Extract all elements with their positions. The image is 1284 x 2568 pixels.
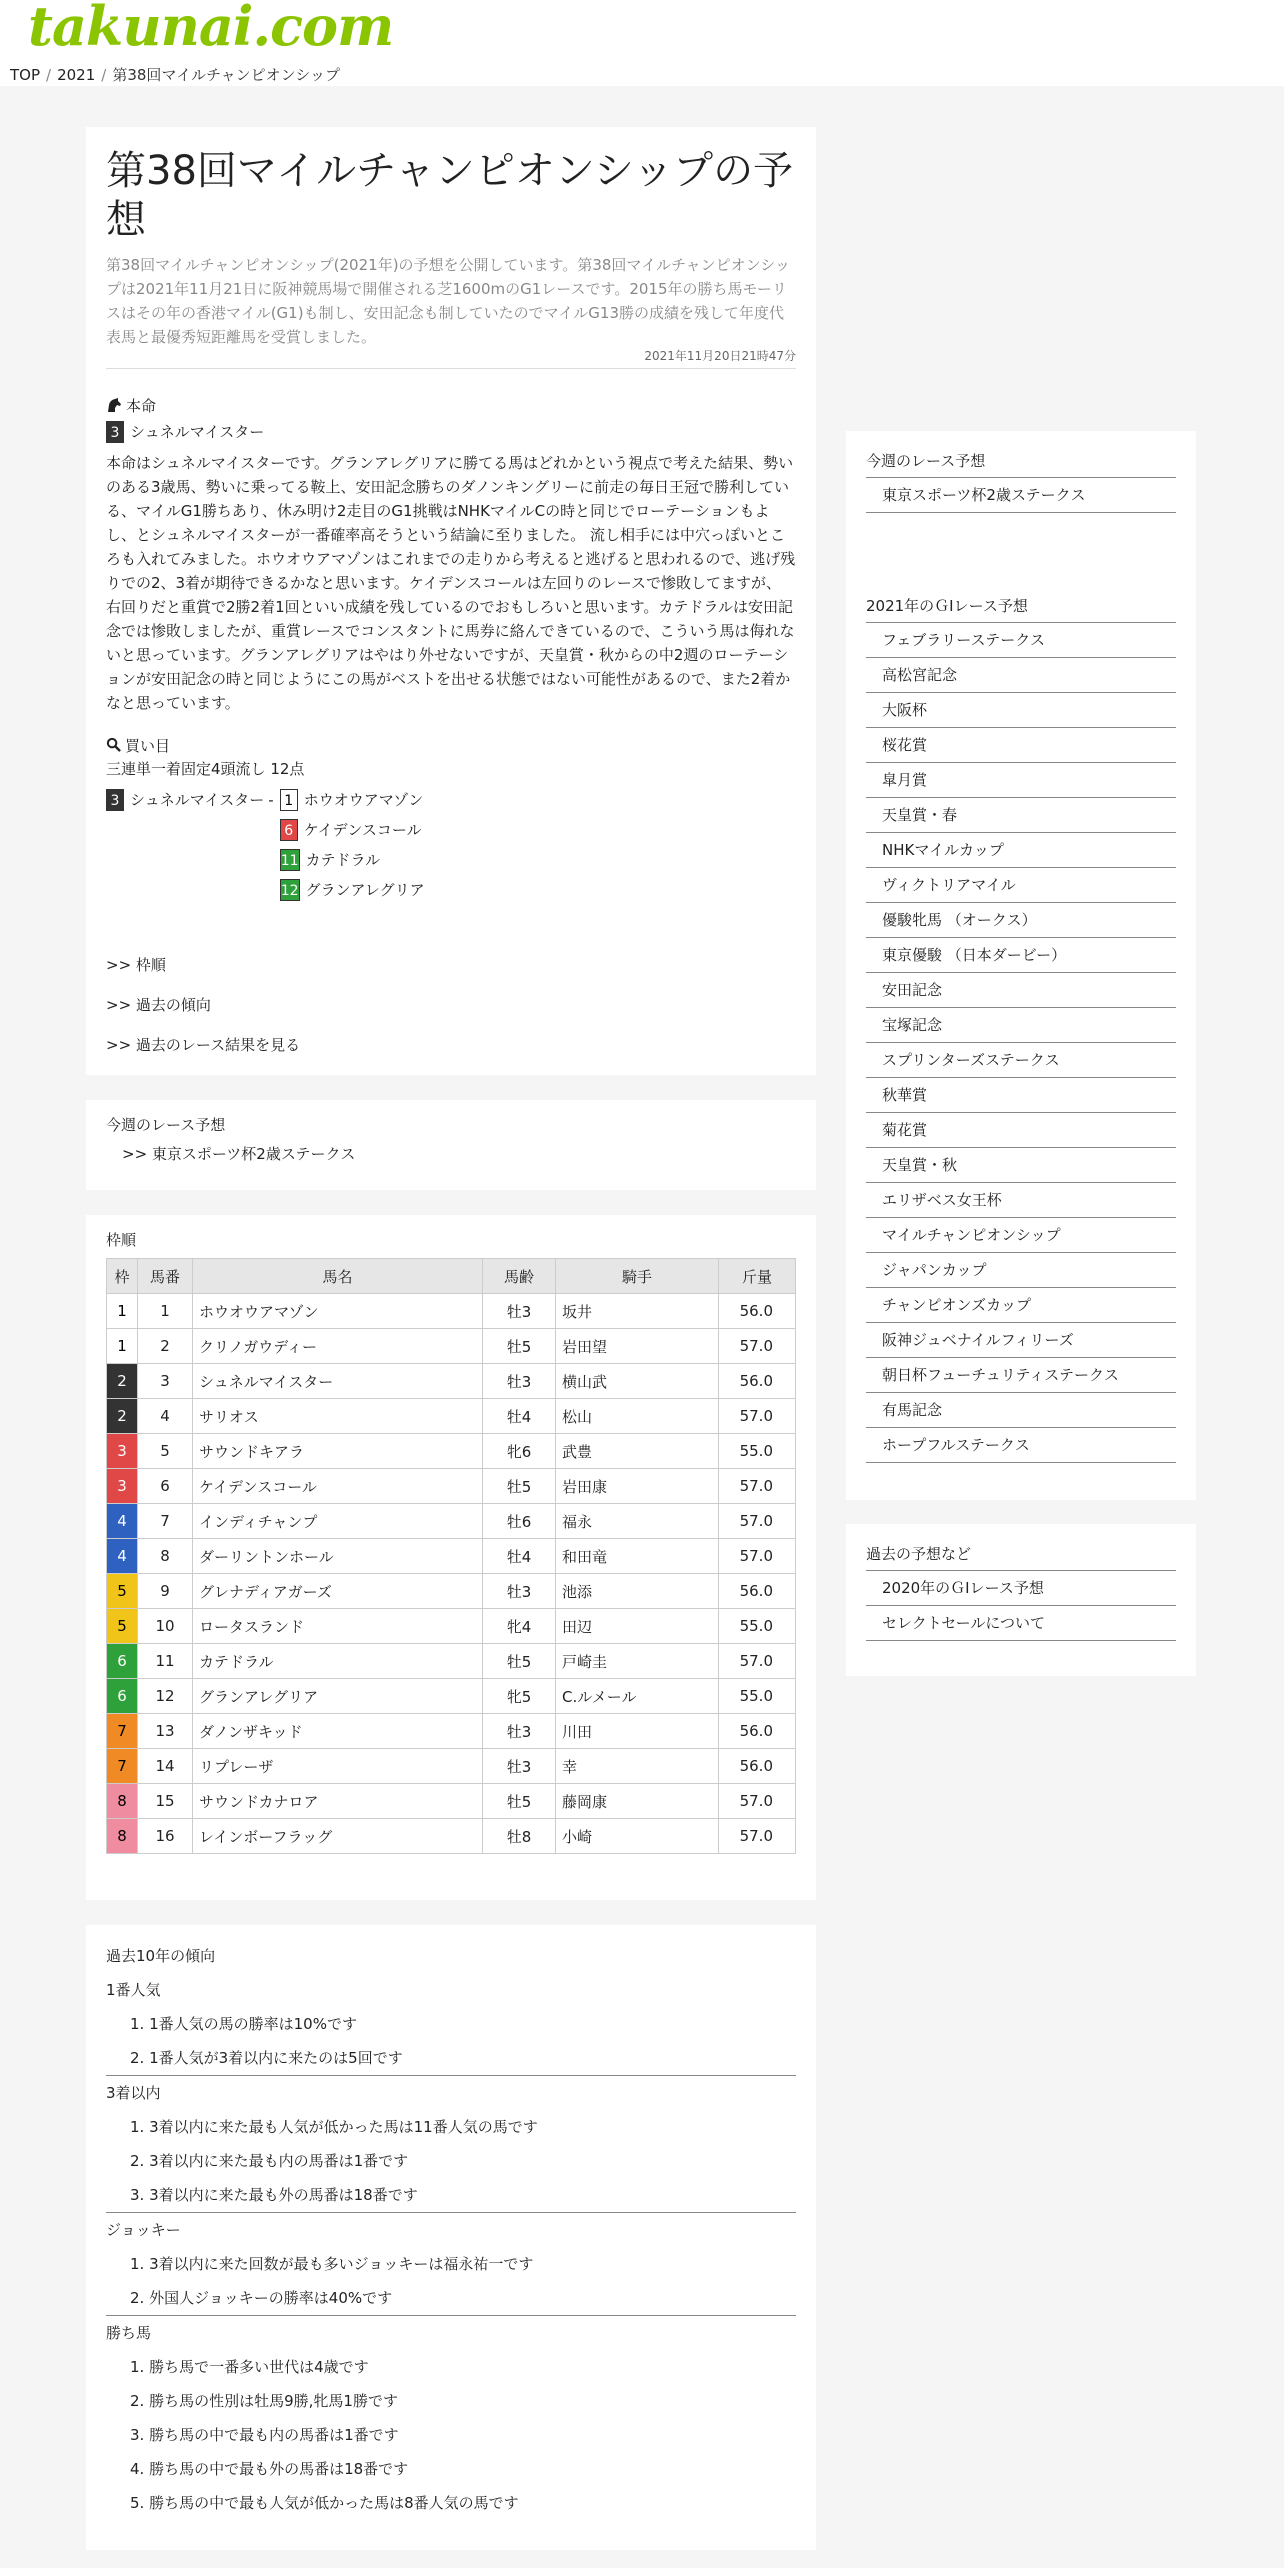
waku-cell: 4 (107, 1539, 138, 1574)
umaban-cell: 8 (138, 1539, 193, 1574)
trend-item-text: 1番人気が3着以内に来たのは5回です (149, 2049, 403, 2067)
waku-cell: 1 (107, 1329, 138, 1364)
trend-item (106, 2144, 796, 2178)
waku-cell: 7 (107, 1749, 138, 1784)
waku-cell: 7 (107, 1714, 138, 1749)
umaban-cell: 13 (138, 1714, 193, 1749)
sidebar-link[interactable]: NHKマイルカップ (882, 841, 1004, 859)
horse-name-cell: サリオス (193, 1399, 483, 1434)
sidebar-link[interactable]: 高松宮記念 (882, 666, 958, 684)
sidebar-link[interactable]: 朝日杯フューチュリティステークス (882, 1366, 1119, 1384)
umaban-cell: 1 (138, 1294, 193, 1329)
age-cell: 牡3 (483, 1714, 556, 1749)
weight-cell: 56.0 (719, 1364, 796, 1399)
trend-item (106, 2041, 796, 2075)
jockey-cell: 岩田望 (556, 1329, 719, 1364)
table-row (107, 1329, 796, 1364)
horse-name-cell: リプレーザ (193, 1749, 483, 1784)
sidebar-item[interactable] (866, 1218, 1176, 1253)
sidebar-item[interactable] (866, 1393, 1176, 1428)
horse-icon (106, 397, 122, 417)
horse-name-cell: ホウオウアマゾン (193, 1294, 483, 1329)
sidebar-past-list (866, 1571, 1176, 1641)
age-cell: 牡3 (483, 1749, 556, 1784)
link-past-results[interactable]: >> 過去のレース結果を見る (106, 1035, 301, 1054)
weight-cell: 57.0 (719, 1819, 796, 1854)
jockey-cell: 小崎 (556, 1819, 719, 1854)
sidebar-link[interactable]: セレクトセールについて (882, 1614, 1046, 1632)
sidebar-item[interactable] (866, 868, 1176, 903)
site-logo[interactable]: takunai.com (28, 0, 394, 58)
age-cell: 牡4 (483, 1539, 556, 1574)
sidebar-link[interactable]: 天皇賞・春 (882, 806, 958, 824)
sidebar-g1 (846, 576, 1196, 1500)
breadcrumb-top[interactable]: TOP (10, 66, 41, 84)
weight-cell: 57.0 (719, 1784, 796, 1819)
weight-cell: 56.0 (719, 1294, 796, 1329)
partner-name: カテドラル (305, 851, 381, 869)
sidebar-item[interactable] (866, 903, 1176, 938)
age-cell: 牝6 (483, 1434, 556, 1469)
jockey-cell: 藤岡康 (556, 1784, 719, 1819)
sidebar-link[interactable]: ホープフルステークス (882, 1436, 1030, 1454)
jockey-cell: 福永 (556, 1504, 719, 1539)
waku-cell: 4 (107, 1504, 138, 1539)
sidebar-item[interactable] (866, 1078, 1176, 1113)
waku-cell: 1 (107, 1294, 138, 1329)
weight-cell: 55.0 (719, 1679, 796, 1714)
horse-name-cell: グランアレグリア (193, 1679, 483, 1714)
table-row (107, 1679, 796, 1714)
breadcrumb-year[interactable]: 2021 (57, 66, 96, 84)
partner-number: 11 (280, 849, 300, 871)
honmei-name: シュネルマイスター (130, 422, 265, 441)
weight-cell: 57.0 (719, 1644, 796, 1679)
sidebar-link[interactable]: 秋華賞 (882, 1086, 928, 1104)
sidebar-g1-title: 2021年のＧⅠレース予想 (866, 590, 1176, 623)
sidebar-g1-list (866, 623, 1176, 1463)
waku-header-row (107, 1259, 796, 1294)
umaban-cell: 3 (138, 1364, 193, 1399)
breadcrumb-current: 第38回マイルチャンピオンシップ (112, 66, 340, 84)
weight-cell: 57.0 (719, 1399, 796, 1434)
horse-name-cell: サウンドカナロア (193, 1784, 483, 1819)
trend-item-text: 勝ち馬の中で最も人気が低かった馬は8番人気の馬です (149, 2494, 519, 2512)
horse-name-cell: グレナディアガーズ (193, 1574, 483, 1609)
sidebar-link[interactable]: 優駿牝馬 （オークス） (882, 911, 1037, 929)
kaime-partners (280, 785, 425, 905)
age-cell: 牝4 (483, 1609, 556, 1644)
search-icon (106, 737, 121, 756)
trend-box (86, 1925, 816, 2550)
sidebar-link[interactable]: 皐月賞 (882, 771, 928, 789)
sidebar-item[interactable] (866, 798, 1176, 833)
sidebar-link[interactable]: マイルチャンピオンシップ (882, 1226, 1061, 1244)
table-row (107, 1399, 796, 1434)
trend-item-text: 3着以内に来た最も外の馬番は18番です (149, 2186, 418, 2204)
jockey-cell: 松山 (556, 1399, 719, 1434)
kaime-axis-name: シュネルマイスター (130, 791, 265, 809)
weight-cell: 55.0 (719, 1609, 796, 1644)
horse-name-cell: サウンドキアラ (193, 1434, 483, 1469)
trend-category: 1番人気 (106, 1981, 161, 1999)
trend-item-number: 3. (130, 2426, 150, 2444)
sidebar-item[interactable] (866, 1148, 1176, 1183)
weight-cell: 55.0 (719, 1434, 796, 1469)
table-row (107, 1784, 796, 1819)
jockey-cell: 横山武 (556, 1364, 719, 1399)
sidebar-past (846, 1524, 1196, 1676)
jockey-cell: 池添 (556, 1574, 719, 1609)
umaban-cell: 6 (138, 1469, 193, 1504)
sidebar-item[interactable] (866, 1571, 1176, 1606)
kaime-partner (280, 875, 425, 905)
waku-box (86, 1215, 816, 1900)
sidebar-weekly-link[interactable]: 東京スポーツ杯2歳ステークス (882, 486, 1086, 504)
sidebar-link[interactable]: 天皇賞・秋 (882, 1156, 958, 1174)
sidebar-link[interactable]: 宝塚記念 (882, 1016, 943, 1034)
umaban-cell: 7 (138, 1504, 193, 1539)
waku-cell: 3 (107, 1434, 138, 1469)
partner-number: 6 (280, 819, 298, 841)
partner-name: ケイデンスコール (303, 821, 422, 839)
sidebar-item[interactable] (866, 658, 1176, 693)
weight-cell: 56.0 (719, 1749, 796, 1784)
umaban-cell: 5 (138, 1434, 193, 1469)
age-cell: 牡5 (483, 1784, 556, 1819)
trend-category: 勝ち馬 (106, 2315, 796, 2350)
weekly-race-link[interactable]: >> 東京スポーツ杯2歳ステークス (122, 1145, 356, 1163)
sidebar-weekly-item[interactable] (866, 478, 1176, 513)
breadcrumb: TOP / 2021 / 第38回マイルチャンピオンシップ (10, 66, 340, 84)
trend-item (106, 2486, 796, 2520)
horse-name-cell: カテドラル (193, 1644, 483, 1679)
table-row (107, 1434, 796, 1469)
trend-title: 過去10年の傾向 (106, 1947, 216, 1965)
sidebar-item[interactable] (866, 693, 1176, 728)
umaban-cell: 14 (138, 1749, 193, 1784)
table-row (107, 1574, 796, 1609)
trend-item-text: 勝ち馬の中で最も内の馬番は1番です (149, 2426, 399, 2444)
trend-item-text: 3着以内に来た最も人気が低かった馬は11番人気の馬です (149, 2118, 538, 2136)
sidebar-link[interactable]: フェブラリーステークス (882, 631, 1046, 649)
sidebar-link[interactable]: 東京優駿 （日本ダービー） (882, 946, 1067, 964)
jockey-cell: 田辺 (556, 1609, 719, 1644)
sidebar-link[interactable]: 有馬記念 (882, 1401, 943, 1419)
table-row (107, 1644, 796, 1679)
honmei-heading (106, 395, 796, 417)
age-cell: 牝5 (483, 1679, 556, 1714)
link-trend[interactable]: >> 過去の傾向 (106, 995, 211, 1014)
waku-cell: 5 (107, 1574, 138, 1609)
trend-item-number: 5. (130, 2494, 150, 2512)
partner-name: ホウオウアマゾン (303, 791, 424, 809)
trend-groups (106, 1973, 796, 2520)
jockey-cell: 和田竜 (556, 1539, 719, 1574)
waku-title: 枠順 (106, 1231, 137, 1249)
umaban-cell: 12 (138, 1679, 193, 1714)
horse-name-cell: インディチャンプ (193, 1504, 483, 1539)
sidebar-link[interactable]: 大阪杯 (882, 701, 928, 719)
sidebar-item[interactable] (866, 1288, 1176, 1323)
sidebar-item[interactable] (866, 1428, 1176, 1463)
page-title: 第38回マイルチャンピオンシップの予想 (106, 148, 794, 243)
trend-item (106, 2384, 796, 2418)
sidebar-item[interactable] (866, 938, 1176, 973)
kaime-partner (280, 845, 425, 875)
sidebar-link[interactable]: 阪神ジュベナイルフィリーズ (882, 1331, 1074, 1349)
sidebar-item[interactable] (866, 973, 1176, 1008)
waku-cell: 6 (107, 1644, 138, 1679)
weight-cell: 56.0 (719, 1714, 796, 1749)
weight-cell: 57.0 (719, 1504, 796, 1539)
umaban-cell: 4 (138, 1399, 193, 1434)
umaban-cell: 16 (138, 1819, 193, 1854)
waku-cell: 2 (107, 1399, 138, 1434)
trend-item (106, 2350, 796, 2384)
honmei-horse (106, 421, 796, 443)
trend-item-number: 3. (130, 2186, 150, 2204)
table-row (107, 1504, 796, 1539)
prediction-text: 本命はシュネルマイスターです。グランアレグリアに勝てる馬はどれかという視点で考えた結果、勢いのある3歳馬、勢いに乗ってる鞍上、安田記念勝ちのダノンキングリーに前走の毎日王冠で勝利している、マイルG1勝ちあり、休み明け2走目のG1挑戦はNHKマイルCの時と同じでローテーションもよし、とシュネルマイスターが一番確率高そうという結論に至りました。 流し相手には中穴っぽいところも入れてみました。ホウオウアマゾンはこれまでの走りから考えると逃げると思われるので、逃げ残りでの2、3着が期待できるかなと思います。ケイデンスコールは左回りのレースで惨敗してますが、右回りだと重賞で2勝2着1回といい成績を残しているのでおもしろいと思います。カテドラルは安田記念では惨敗しましたが、重賞レースでコンスタントに馬券に絡んできているので、こういう馬は侮れないと思っています。グランアレグリアはやはり外せないですが、天皇賞・秋からの中2週のローテーションが安田記念の時と同じようにこの馬がベストを出せる状態ではない可能性があるので、また2着かなと思っています。 (106, 453, 796, 712)
col-name: 馬名 (193, 1259, 483, 1294)
sidebar-link[interactable]: 菊花賞 (882, 1121, 928, 1139)
age-cell: 牡3 (483, 1574, 556, 1609)
table-row (107, 1714, 796, 1749)
partner-name: グランアレグリア (305, 881, 425, 899)
main-article (86, 127, 816, 1075)
horse-name-cell: ダノンザキッド (193, 1714, 483, 1749)
umaban-cell: 10 (138, 1609, 193, 1644)
kaime-label: 買い目 (125, 736, 171, 755)
umaban-cell: 2 (138, 1329, 193, 1364)
trend-item-text: 勝ち馬の中で最も外の馬番は18番です (149, 2460, 409, 2478)
umaban-cell: 11 (138, 1644, 193, 1679)
trend-item (106, 2418, 796, 2452)
weight-cell: 57.0 (719, 1329, 796, 1364)
trend-item-text: 3着以内に来た最も内の馬番は1番です (149, 2152, 409, 2170)
trend-item-number: 2. (130, 2152, 150, 2170)
trend-item-text: 外国人ジョッキーの勝率は40%です (149, 2289, 393, 2307)
col-age: 馬齢 (483, 1259, 556, 1294)
umaban-cell: 9 (138, 1574, 193, 1609)
sidebar-item[interactable] (866, 833, 1176, 868)
partner-number: 1 (280, 789, 298, 811)
waku-cell: 6 (107, 1679, 138, 1714)
trend-item-number: 2. (130, 2049, 150, 2067)
horse-name-cell: ロータスランド (193, 1609, 483, 1644)
sidebar-item[interactable] (866, 1323, 1176, 1358)
trend-item-text: 勝ち馬の性別は牡馬9勝,牝馬1勝です (149, 2392, 398, 2410)
horse-name-cell: ダーリントンホール (193, 1539, 483, 1574)
kaime-table (106, 785, 796, 905)
kaime-axis-number: 3 (106, 789, 124, 811)
jockey-cell: 武豊 (556, 1434, 719, 1469)
umaban-cell: 15 (138, 1784, 193, 1819)
age-cell: 牡5 (483, 1644, 556, 1679)
jockey-cell: 幸 (556, 1749, 719, 1784)
col-jockey: 騎手 (556, 1259, 719, 1294)
horse-name-cell: クリノガウディー (193, 1329, 483, 1364)
sidebar-link[interactable]: 安田記念 (882, 981, 943, 999)
trend-item (106, 2247, 796, 2281)
table-row (107, 1609, 796, 1644)
age-cell: 牡6 (483, 1504, 556, 1539)
trend-item-number: 1. (130, 2358, 150, 2376)
trend-item-number: 1. (130, 2015, 150, 2033)
sidebar-link[interactable]: スプリンターズステークス (882, 1051, 1060, 1069)
honmei-label: 本命 (126, 397, 157, 415)
jockey-cell: 坂井 (556, 1294, 719, 1329)
table-row (107, 1364, 796, 1399)
trend-item-number: 4. (130, 2460, 150, 2478)
honmei-number: 3 (106, 421, 124, 443)
kaime-axis (106, 785, 280, 815)
waku-cell: 8 (107, 1819, 138, 1854)
trend-category: ジョッキー (106, 2212, 796, 2247)
publish-date: 2021年11月20日21時47分 (106, 347, 796, 369)
sidebar-past-title: 過去の予想など (866, 1538, 1176, 1571)
table-row (107, 1749, 796, 1784)
sidebar-item[interactable] (866, 1008, 1176, 1043)
trend-item-number: 1. (130, 2118, 150, 2136)
sidebar-item[interactable] (866, 1606, 1176, 1641)
sidebar-item[interactable] (866, 1183, 1176, 1218)
age-cell: 牡3 (483, 1364, 556, 1399)
col-umaban: 馬番 (138, 1259, 193, 1294)
sidebar-item[interactable] (866, 1253, 1176, 1288)
table-row (107, 1539, 796, 1574)
trend-item (106, 2007, 796, 2041)
weekly-race-box (86, 1100, 816, 1190)
sidebar-link[interactable]: 2020年のＧⅠレース予想 (882, 1579, 1044, 1597)
waku-cell: 2 (107, 1364, 138, 1399)
trend-item-text: 1番人気の馬の勝率は10%です (149, 2015, 357, 2033)
trend-item-number: 1. (130, 2255, 150, 2273)
sidebar-link[interactable]: ジャパンカップ (882, 1261, 987, 1279)
horse-name-cell: ケイデンスコール (193, 1469, 483, 1504)
sidebar-item[interactable] (866, 1358, 1176, 1393)
weight-cell: 56.0 (719, 1574, 796, 1609)
horse-name-cell: レインボーフラッグ (193, 1819, 483, 1854)
kaime-partner (280, 815, 425, 845)
waku-cell: 3 (107, 1469, 138, 1504)
kaime-dash: - (268, 790, 274, 809)
jockey-cell: 岩田康 (556, 1469, 719, 1504)
trend-item (106, 2178, 796, 2212)
sidebar-item[interactable] (866, 623, 1176, 658)
waku-table (106, 1258, 796, 1854)
trend-item (106, 2281, 796, 2315)
age-cell: 牡8 (483, 1819, 556, 1854)
weight-cell: 57.0 (719, 1539, 796, 1574)
trend-item-text: 3着以内に来た回数が最も多いジョッキーは福永祐一です (149, 2255, 534, 2273)
age-cell: 牡3 (483, 1294, 556, 1329)
kaime-partner (280, 785, 425, 815)
age-cell: 牡5 (483, 1329, 556, 1364)
table-row (107, 1819, 796, 1854)
sidebar-link[interactable]: ヴィクトリアマイル (882, 876, 1016, 894)
sidebar-item[interactable] (866, 1043, 1176, 1078)
trend-item (106, 2452, 796, 2486)
article-links (106, 945, 796, 1065)
link-waku[interactable]: >> 枠順 (106, 955, 166, 974)
weight-cell: 57.0 (719, 1469, 796, 1504)
col-weight: 斤量 (719, 1259, 796, 1294)
kaime-heading (106, 735, 796, 756)
trend-item (106, 2110, 796, 2144)
table-row (107, 1469, 796, 1504)
waku-table-body (107, 1294, 796, 1854)
age-cell: 牡5 (483, 1469, 556, 1504)
weekly-title: 今週のレース予想 (106, 1116, 226, 1134)
trend-item-number: 2. (130, 2392, 150, 2410)
horse-name-cell: シュネルマイスター (193, 1364, 483, 1399)
trend-item-text: 勝ち馬で一番多い世代は4歳です (149, 2358, 369, 2376)
sidebar-link[interactable]: 桜花賞 (882, 736, 928, 754)
age-cell: 牡4 (483, 1399, 556, 1434)
table-row (107, 1294, 796, 1329)
waku-cell: 5 (107, 1609, 138, 1644)
col-waku: 枠 (107, 1259, 138, 1294)
sidebar-item[interactable] (866, 1113, 1176, 1148)
sidebar-item[interactable] (866, 728, 1176, 763)
sidebar-weekly-title: 今週のレース予想 (866, 445, 1176, 478)
waku-cell: 8 (107, 1784, 138, 1819)
site-header (0, 0, 1284, 86)
sidebar-link[interactable]: チャンピオンズカップ (882, 1296, 1031, 1314)
kaime-type: 三連単一着固定4頭流し 12点 (106, 759, 305, 778)
jockey-cell: 川田 (556, 1714, 719, 1749)
sidebar-link[interactable]: エリザベス女王杯 (882, 1191, 1002, 1209)
article-lead: 第38回マイルチャンピオンシップ(2021年)の予想を公開しています。第38回マイルチャンピオンシップは2021年11月21日に阪神競馬場で開催される芝1600mのG1レースです。2015年の勝ち馬モーリスはその年の香港マイル(G1)も制し、安田記念も制していたのでマイルG13勝の成績を残して年度代表馬と最優秀短距離馬を受賞しました。 (106, 256, 791, 346)
jockey-cell: C.ルメール (556, 1679, 719, 1714)
sidebar-item[interactable] (866, 763, 1176, 798)
partner-number: 12 (280, 879, 300, 901)
trend-category: 3着以内 (106, 2075, 796, 2110)
trend-item-number: 2. (130, 2289, 150, 2307)
jockey-cell: 戸崎圭 (556, 1644, 719, 1679)
